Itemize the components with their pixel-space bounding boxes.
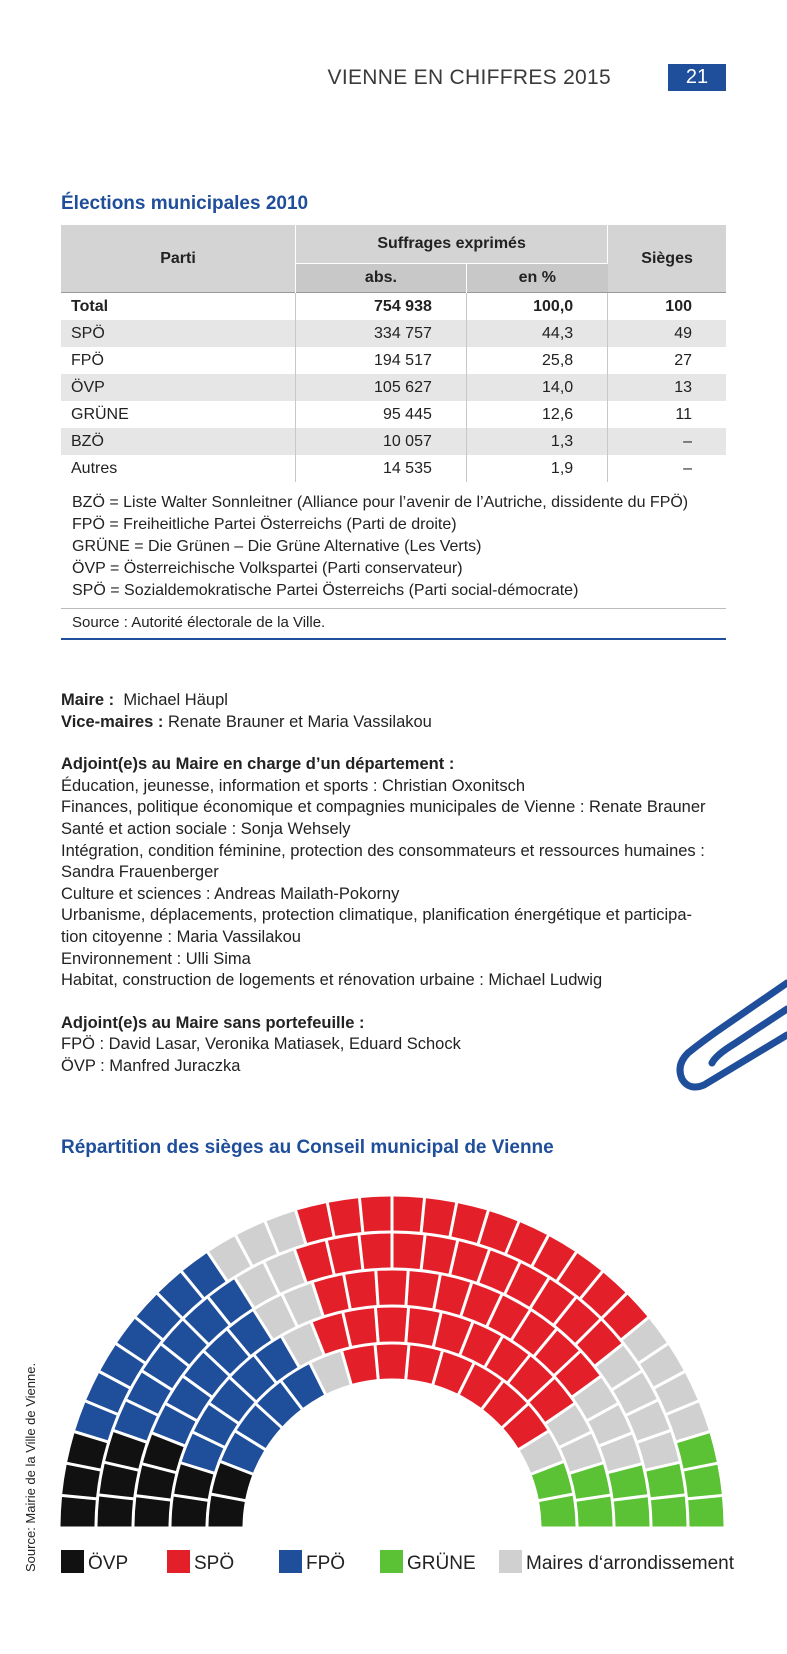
note-line: SPÖ = Sozialdemokratische Partei Österreichs (Parti social-démocrate) (72, 582, 579, 599)
table-row (61, 347, 726, 374)
cell-seats: 11 (608, 401, 726, 428)
cell-abs: 194 517 (296, 347, 467, 374)
seat--vp (62, 1465, 100, 1498)
page-number: 21 (668, 64, 726, 91)
seat--vp (61, 1497, 96, 1527)
legend-label: SPÖ (194, 1553, 235, 1574)
divider (61, 608, 726, 609)
seat-sp- (377, 1345, 408, 1379)
table-source: Source : Autorité électorale de la Ville. (72, 614, 326, 631)
vice-mayors-label: Vice-maires : (61, 712, 164, 731)
col-header-abs: abs. (296, 264, 467, 293)
seat-sp- (452, 1203, 487, 1243)
seat-gr-ne (684, 1465, 722, 1498)
cell-seats: 13 (608, 374, 726, 401)
cell-seats: – (608, 428, 726, 455)
cell-seats: 100 (608, 293, 726, 321)
legend-swatch (380, 1550, 403, 1573)
seat-sp- (377, 1307, 407, 1341)
legend-swatch (167, 1550, 190, 1573)
seat-gr-ne (539, 1496, 575, 1527)
cell-seats: 27 (608, 347, 726, 374)
table-row (61, 401, 726, 428)
cell-seats: – (608, 455, 726, 482)
legend-label: FPÖ (306, 1553, 346, 1574)
seat-sp- (343, 1345, 377, 1383)
col-header-votes: Suffrages exprimés (296, 225, 608, 264)
col-header-party: Parti (61, 225, 296, 293)
seat--vp (98, 1497, 134, 1527)
dept-line: Éducation, jeunesse, information et sports : Christian Oxonitsch (61, 776, 526, 795)
cell-abs: 95 445 (296, 401, 467, 428)
nodept-line: FPÖ : David Lasar, Veronika Matiasek, Eduard Schock (61, 1035, 461, 1054)
seat-gr-ne (646, 1464, 684, 1497)
image-source-credit: Source: Mairie de la Ville de Vienne. (23, 1362, 38, 1572)
seat-sp- (329, 1198, 362, 1236)
legend-item-spo (167, 1550, 234, 1575)
nodept-heading: Adjoint(e)s au Maire sans portefeuille : (61, 1013, 365, 1032)
seat-gr-ne (651, 1497, 687, 1527)
cell-pct: 100,0 (466, 293, 607, 321)
legend-swatch (499, 1550, 522, 1573)
cell-party: Total (61, 293, 296, 321)
dept-line: Santé et action sociale : Sonja Wehsely (61, 819, 351, 838)
legend-item-fpo (279, 1550, 345, 1575)
cell-seats: 49 (608, 320, 726, 347)
note-line: GRÜNE = Die Grünen – Die Grüne Alternative (Les Verts) (72, 538, 482, 555)
seat-gr-ne (688, 1497, 723, 1527)
cell-abs: 14 535 (296, 455, 467, 482)
seat-sp- (297, 1203, 332, 1243)
seat-gr-ne (609, 1465, 648, 1498)
dept-line: Finances, politique économique et compagnies municipales de Vienne : Renate Brauner (61, 798, 706, 817)
vice-mayors-names: Renate Brauner et Maria Vassilakou (168, 712, 432, 731)
table-row (61, 320, 726, 347)
cell-party: SPÖ (61, 320, 296, 347)
city-officials (61, 690, 751, 1078)
cell-party: GRÜNE (71, 405, 129, 423)
legend-item-district-mayors (499, 1550, 734, 1575)
legend-label: ÖVP (88, 1553, 129, 1574)
page-header (0, 64, 787, 94)
legend-swatch (279, 1550, 302, 1573)
seat-sp- (394, 1197, 424, 1232)
seat-sp- (361, 1234, 391, 1270)
seat-sp- (407, 1345, 441, 1383)
seat-gr-ne (577, 1497, 613, 1527)
legend-label: GRÜNE (407, 1553, 476, 1574)
table-row (61, 455, 726, 482)
col-header-pct: en % (466, 264, 607, 293)
legend-item-grune (380, 1550, 476, 1575)
dept-line: Intégration, condition féminine, protection des consommateurs et ressources humaines : (61, 841, 705, 860)
nodept-line: ÖVP : Manfred Juraczka (61, 1056, 241, 1075)
seat--vp (174, 1464, 213, 1498)
seat--vp (137, 1465, 176, 1498)
dept-line: Habitat, construction de logements et rénovation urbaine : Michael Ludwig (61, 971, 603, 990)
seat-sp- (423, 1198, 456, 1236)
mayor-line (61, 690, 751, 712)
paperclip-icon (676, 975, 787, 1115)
seat--vp (172, 1497, 208, 1527)
seat-gr-ne (677, 1433, 717, 1468)
cell-pct: 1,3 (466, 428, 607, 455)
cell-abs: 10 057 (296, 428, 467, 455)
mayor-label: Maire : (61, 691, 115, 709)
elections-table (61, 225, 726, 482)
vice-mayors-line (61, 712, 751, 734)
cell-pct: 12,6 (466, 401, 607, 428)
legend-label: Maires d‘arrondissement (526, 1553, 735, 1574)
cell-party: Autres (71, 459, 118, 477)
note-line: ÖVP = Österreichische Volkspartei (Parti conservateur) (72, 560, 463, 577)
seat-sp- (408, 1271, 439, 1308)
note-line: FPÖ = Freiheitliche Partei Österreichs (Parti de droite) (72, 516, 457, 533)
seat--vp (67, 1433, 107, 1468)
cell-pct: 44,3 (466, 320, 607, 347)
cell-abs: 334 757 (296, 320, 467, 347)
seat-sp- (407, 1308, 439, 1346)
table-row (61, 428, 726, 455)
seat-gr-ne (571, 1464, 610, 1498)
cell-pct: 1,9 (466, 455, 607, 482)
dept-line: Urbanisme, déplacements, protection climatique, planification énergétique et participa- (61, 906, 693, 925)
legend-swatch (61, 1550, 84, 1573)
legend-item-ovp (61, 1550, 128, 1575)
cell-pct: 25,8 (466, 347, 607, 374)
seat-sp- (344, 1308, 376, 1346)
dept-heading: Adjoint(e)s au Maire en charge d’un département : (61, 755, 455, 774)
cell-pct: 14,0 (466, 374, 607, 401)
seat-sp- (377, 1270, 406, 1304)
divider (61, 638, 726, 640)
dept-line: Culture et sciences : Andreas Mailath-Pokorny (61, 884, 400, 903)
dept-line: Environnement : Ulli Sima (61, 949, 251, 968)
seat--vp (135, 1497, 171, 1526)
table-row-total (61, 293, 726, 321)
cell-abs: 105 627 (296, 374, 467, 401)
col-header-seats: Sièges (608, 225, 726, 293)
elections-title: Élections municipales 2010 (61, 193, 309, 214)
seat-sp- (423, 1236, 456, 1274)
dept-line: Sandra Frauenberger (61, 863, 219, 882)
cell-party: FPÖ (71, 351, 104, 369)
seat-gr-ne (614, 1497, 650, 1526)
mayor-name: Michael Häupl (123, 691, 228, 709)
seat-sp- (394, 1234, 424, 1270)
cell-abs: 754 938 (296, 293, 467, 321)
publication-title: VIENNE EN CHIFFRES 2015 (327, 66, 611, 89)
seat--vp (209, 1496, 245, 1527)
cell-party: BZÖ (61, 428, 296, 455)
seat-sp- (345, 1271, 376, 1308)
seat-sp- (328, 1236, 361, 1274)
seat-sp- (361, 1197, 391, 1232)
seats-chart-title: Répartition des sièges au Conseil municipal de Vienne (61, 1137, 554, 1158)
cell-party: ÖVP (61, 374, 296, 401)
table-row (61, 374, 726, 401)
seats-hemicycle-chart (60, 1192, 724, 1528)
note-line: BZÖ = Liste Walter Sonnleitner (Alliance pour l’avenir de l’Autriche, dissidente du FPÖ) (72, 494, 689, 511)
party-abbreviation-notes (72, 492, 688, 602)
dept-line: tion citoyenne : Maria Vassilakou (61, 927, 301, 946)
seat--vp (100, 1464, 138, 1497)
